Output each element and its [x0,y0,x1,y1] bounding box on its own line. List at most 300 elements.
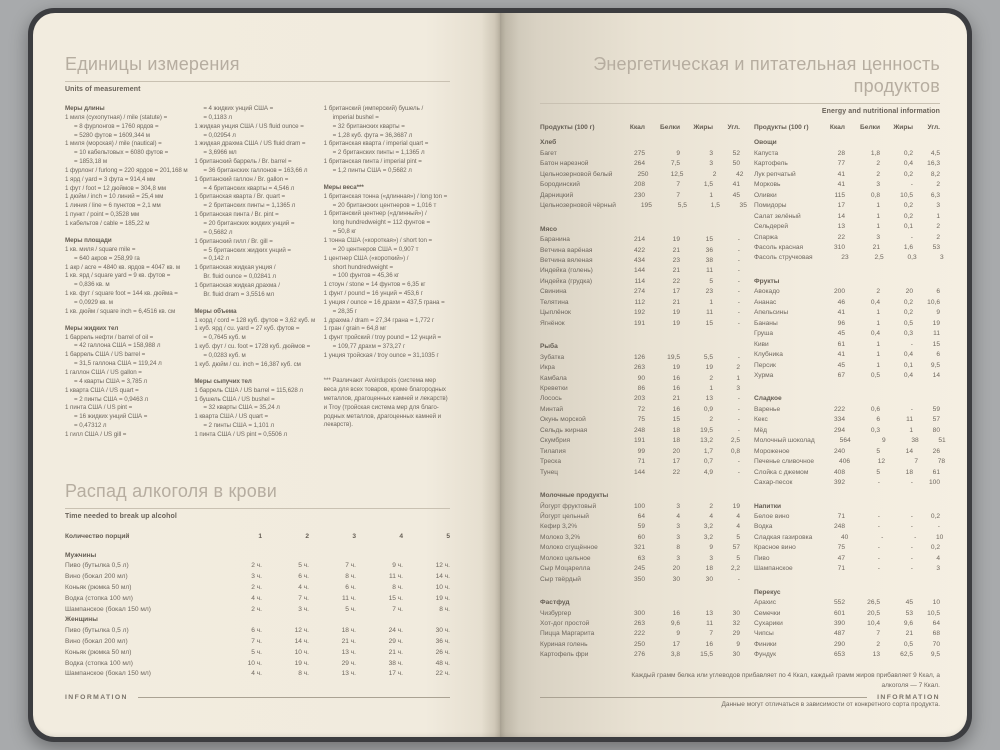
cell: 3 [709,160,713,168]
units-line: 1 акр / acre = 4840 кв. ярдов = 4047 кв. м [65,263,181,271]
units-line: = 640 акров = 258,99 га [74,254,140,262]
cell: 6 [936,351,940,359]
cell: 16 [672,374,680,382]
units-line: 1 британская кварта / Br. quart = [194,193,286,201]
cell: - [877,565,880,573]
group-label: Мужчины [65,551,97,559]
units-line: = 0,5682 л [203,228,233,236]
cell: 10 ч. [435,583,450,591]
table-row [540,159,740,169]
cell: 7 ч. [298,594,309,602]
table-row [540,235,740,245]
units-line: = 0,0929 кв. м [74,298,113,306]
cell: 0,6 [870,405,880,413]
cell: 4 [709,512,713,520]
table-row [754,405,940,415]
cell: - [910,523,913,531]
cell: - [881,533,884,541]
cell: 3 [709,149,713,157]
cell: 248 [833,523,845,531]
cell: 6 ч. [298,573,309,581]
cell: 63 [637,554,645,562]
cell: 1 [709,191,713,199]
cell: 290 [833,640,845,648]
cell: 80 [932,426,940,434]
cell: Красное вино [754,544,796,552]
cell: 23 [841,254,849,262]
table-row [754,308,940,318]
cell: 45 [732,191,740,199]
cell: - [737,267,740,275]
cell: 2,5 [874,254,884,262]
table-row [754,180,940,190]
table-row [65,626,450,637]
right-page [500,13,967,737]
cell: 20,5 [867,609,880,617]
cell: 12,5 [670,170,684,178]
cell: 14 ч. [294,637,309,645]
cell: Бородинский [540,181,580,189]
cell: Телятина [540,298,569,306]
cell: Баранина [540,236,570,244]
cell: Семечки [754,609,781,617]
cell: Картофель фри [540,651,589,659]
nutrition-title: Энергетическая и питательная ценность продуктов [593,54,940,96]
cell: 9 ч. [392,562,403,570]
cell: 1,6 [903,243,913,251]
cell: 552 [833,599,845,607]
cell: Спаржа [754,233,778,241]
cell: 240 [833,447,845,455]
cell: Оливки [754,191,777,199]
cell: 0,4 [903,160,913,168]
units-line: = 0,836 кв. м [74,281,110,289]
cell: 250 [637,170,649,178]
cell: 11 ч. [342,594,356,602]
cell: 6 ч. [251,627,262,635]
cell: 0,4 [903,351,913,359]
cell: 3 [936,202,940,210]
units-line: = 36 британских галлонов = 163,66 л [203,166,308,174]
units-line: = 2 пинты США = 0,9463 л [74,395,149,403]
table-row [540,319,740,329]
cell: - [910,181,913,189]
title-divider [65,508,450,509]
cell: 77 [837,160,845,168]
units-line: 1 унция тройская / troy ounce = 31,1035 г [323,351,439,359]
notes [540,671,940,710]
cell: 0,1 [903,223,913,231]
units-columns [65,105,450,440]
cell: Сыр твёрдый [540,575,581,583]
cell: Цельнозерновой чёрный [540,202,616,210]
cell: 0,4 [870,330,880,338]
table-row [754,222,940,232]
cell: Пицца Маргарита [540,630,595,638]
cell: 334 [833,416,845,424]
cell: 28 [837,149,845,157]
table-header [540,123,740,133]
cell: Фасоль красная [754,243,804,251]
cell: 0,2 [903,149,913,157]
cell: Печенье сливочное [754,458,815,466]
cell: 10,4 [867,620,880,628]
cell: Молоко 3,2% [540,533,581,541]
spacer [324,361,450,369]
cell: 4 ч. [298,583,309,591]
footer-label: INFORMATION [65,694,128,701]
cell: 208 [633,181,645,189]
cell: 13 ч. [341,670,356,678]
cell: 200 [833,288,845,296]
table-row [754,415,940,425]
cell: 0,2 [903,298,913,306]
units-line: = 32 британских кварты = [332,122,405,130]
table-row [754,468,940,478]
cell: Багет [540,149,557,157]
units-line: 1 баррель США / US barrel = 115,628 л [194,386,303,394]
cell: 0,2 [930,512,940,520]
left-page-footer [65,694,450,701]
cell: Хурма [754,371,774,379]
cell: 310 [833,243,845,251]
units-line: металлов, драгоценных камней и лекарств) [323,394,448,402]
header-cell: Белки [660,124,680,131]
cell: 4,5 [930,149,940,157]
cell: 16 [672,609,680,617]
units-line: 1 кв. фут / square foot = 144 кв. дюйма = [65,290,178,298]
cell: 2,2 [730,565,740,573]
units-line: 1 линия / line = 6 пунктов = 2,1 мм [65,202,161,210]
cell: 6 ч. [345,583,356,591]
cell: Сахар-песок [754,479,793,487]
nutrition-tables [540,123,946,661]
cell: 41 [837,309,845,317]
units-line: = 16 жидких унций США = [74,413,148,421]
units-line: и Troy (тройская система мер для благо- [323,403,439,411]
table-row [540,246,740,256]
cell: 7 [676,191,680,199]
spacer [194,300,320,308]
cell: Ягнёнок [540,319,565,327]
units-line: = 5 британских жидких унций = [203,246,291,254]
table-row [754,233,940,243]
cell: 1 [709,298,713,306]
cell: 100 [928,479,940,487]
cell: - [737,395,740,403]
cell: 26,5 [867,599,880,607]
cell: 57 [732,544,740,552]
cell: Зубатка [540,353,565,361]
cell: 2 ч. [251,562,262,570]
cell: Чизбургер [540,609,572,617]
table-row [540,287,740,297]
cell: - [737,458,740,466]
cell: 422 [633,246,645,254]
cell: 4 ч. [251,670,262,678]
section-label: Мясо [540,225,558,233]
cell: - [737,309,740,317]
cell: 8 [676,544,680,552]
cell: 0,4 [903,371,913,379]
cell: 250 [633,640,645,648]
cell: 7 ч. [345,562,356,570]
table-row [540,502,740,512]
table-row [540,256,740,266]
cell: 222 [633,630,645,638]
cell: 3 [676,554,680,562]
cell: 21 ч. [341,637,356,645]
cell: 30 [732,651,740,659]
cell: 15 ч. [388,594,403,602]
cell: 18 [672,437,680,445]
table-row [540,266,740,276]
cell: 16,3 [927,160,940,168]
table-row [540,405,740,415]
cell: 30 [732,609,740,617]
cell: Йогурт цельный [540,512,589,520]
cell: Пиво [754,554,770,562]
cell: 45 [837,361,845,369]
cell: 30 [672,575,680,583]
cell: 18 ч. [341,627,356,635]
cell: 9,6 [670,620,680,628]
cell: 4 ч. [251,594,262,602]
cell: 17 [672,288,680,296]
cell: 15 [932,340,940,348]
units-line: = 4 жидких унций США = [203,105,274,112]
cell: 203 [633,395,645,403]
cell: 17 [837,202,845,210]
cell: 19 [672,309,680,317]
cell: 11 ч. [389,573,403,581]
units-line: imperial bushel = [332,113,379,121]
cell: Киви [754,340,769,348]
cell: 48 ч. [435,659,450,667]
table-row [65,637,450,648]
cell: 61 [837,340,845,348]
cell: 45 [905,599,913,607]
units-line: 1 британский центнер («длинный») / [323,210,427,218]
cell: - [737,468,740,476]
cell: 2 ч. [251,583,262,591]
left-page [33,13,500,737]
cell: 11 [933,330,940,338]
cell: - [737,575,740,583]
cell: 8,2 [930,170,940,178]
cell: - [910,512,913,520]
cell: 5 ч. [251,648,262,656]
cell: 96 [837,319,845,327]
cell: - [737,236,740,244]
cell: 20 [672,565,680,573]
cell: 13 ч. [341,648,356,656]
table-row [65,572,450,583]
table-row [754,629,940,639]
cell: - [737,288,740,296]
cell: 57 [932,416,940,424]
cell: Икра [540,364,555,372]
cell: - [877,544,880,552]
cell: 67 [837,371,845,379]
section-label: Овощи [754,139,777,147]
units-line: 1 гран / grain = 64,8 мг [323,325,387,333]
cell: 9 [676,630,680,638]
units-line: = 2 пинты США = 1,101 л [203,422,275,430]
units-line: = 8 фурлонгов = 1760 ярдов = [74,122,159,130]
cell: Ананас [754,298,777,306]
cell: 21 ч. [388,648,403,656]
cell: 3 ч. [298,605,309,613]
units-line: = 100 фунтов = 45,36 кг [332,272,400,280]
table-row [540,384,740,394]
units-line: 1 миля (морская) / mile (nautical) = [65,140,162,148]
cell: 12 ч. [435,562,450,570]
cell: - [910,554,913,562]
cell: 1 [876,212,880,220]
cell: 15,5 [700,651,713,659]
header-cell: Продукты (100 г) [540,124,595,131]
units-heading: Меры площади [65,237,112,244]
cell: - [737,416,740,424]
cell: 274 [633,288,645,296]
header-cell: Продукты (100 г) [754,124,809,131]
table-row [540,277,740,287]
cell: 1,7 [703,447,713,455]
table-row [540,180,740,190]
cell: 38 [911,437,919,445]
cell: 13 [872,651,880,659]
cell: 191 [633,319,645,327]
units-line: 1 британский галлон / Br. gallon = [194,175,289,183]
note-calories: Каждый грамм белка или углеводов прибавляет по 4 Ккал, каждый грамм жиров прибавляет 9 Ккал, а алкоголя — 7 Ккал. [631,671,940,689]
cell: Молочный шоколад [754,437,815,445]
cell: - [914,533,917,541]
cell: 1 [876,223,880,231]
cell: 11 [906,416,913,424]
cell: Водка (стопка 100 мл) [65,594,133,602]
table-row [754,533,944,543]
table-row [540,554,740,564]
cell: Финики [754,640,777,648]
table-row [754,329,940,339]
units-line: short hundredweight = [332,263,394,271]
section-label: Молочные продукты [540,492,609,500]
cell: - [737,353,740,361]
cell: 5 ч. [298,562,309,570]
table-row [754,554,940,564]
notebook-cover [28,8,972,742]
cell: Картофель [754,160,788,168]
cell: 144 [633,267,645,275]
cell: 2 [876,170,880,178]
right-page-footer [540,694,940,701]
units-line: 1 кабельтов / cable = 185,22 м [65,219,150,227]
cell: 59 [932,405,940,413]
cell: 3 [939,254,944,262]
cell: 7 [914,458,919,466]
units-line: 1 кв. дюйм / square inch = 6,4516 кв. см [65,307,176,315]
cell: 5 [736,533,740,541]
footer-line [138,697,450,698]
cell: 11 [706,620,713,628]
cell: 0,2 [903,170,913,178]
nutrition-table-left [540,123,747,661]
units-line: Br. fluid ounce = 0,02841 л [203,273,276,281]
cell: Индейка (голень) [540,267,593,275]
cell: 7 ч. [392,605,403,613]
cell: 2 [876,160,880,168]
cell: 3 [709,554,713,562]
units-line: = 50,8 кг [332,228,357,236]
cell: 10,6 [927,298,940,306]
table-row [540,394,740,404]
table-row [754,426,940,436]
cell: 13 [837,223,845,231]
table-row [540,609,740,619]
cell: Белое вино [754,512,790,520]
table-row [754,212,940,222]
cell: 3 ч. [251,573,262,581]
cell: 2 [936,181,940,189]
table-row [540,457,740,467]
cell: Йогурт фруктовый [540,502,597,510]
cell: 2 [712,170,717,178]
cell: 0,2 [903,309,913,317]
cell: 62,5 [900,651,913,659]
cell: Коньяк (рюмка 50 мл) [65,583,132,591]
cell: 0,3 [903,330,913,338]
cell: - [877,479,880,487]
units-line: 1 унция / ounce = 16 драхм = 437,5 грана = [323,298,445,306]
nutrition-subtitle: Energy and nutritional information [821,108,940,115]
cell: 15 [705,319,713,327]
cell: 6 [936,288,940,296]
units-line: 1 кв. миля / square mile = [65,245,136,253]
cell: 18 [672,426,680,434]
cell: 321 [633,544,645,552]
cell: Помидоры [754,202,787,210]
cell: 0,7 [703,458,713,466]
cell: 144 [633,468,645,476]
cell: 2 [936,223,940,231]
cell: 7,5 [670,160,680,168]
cell: 1 [876,361,880,369]
cell: Авокадо [754,288,780,296]
units-line: = 4 кварты США = 3,785 л [74,377,148,385]
cell: Вино (бокал 200 мл) [65,637,128,645]
cell: 14 [932,371,940,379]
units-line: = 3,6966 мл [203,149,237,157]
table-row [754,170,940,180]
cell: - [737,298,740,306]
units-subtitle: Units of measurement [65,86,141,93]
table-row [540,363,740,373]
cell: 19 [705,364,713,372]
cell: 7 [676,181,680,189]
cell: 0,3 [907,254,917,262]
alcohol-title: Распад алкоголя в крови [65,480,277,501]
units-column [194,105,320,440]
cell: 30 ч. [435,627,450,635]
table-row [754,512,940,522]
table-row [540,629,740,639]
cell: 29 ч. [388,637,403,645]
units-line: 1 фут / foot = 12 дюймов = 304,8 мм [65,184,166,192]
cell: 214 [633,236,645,244]
cell: 2 [936,233,940,241]
cell: Тунец [540,468,559,476]
